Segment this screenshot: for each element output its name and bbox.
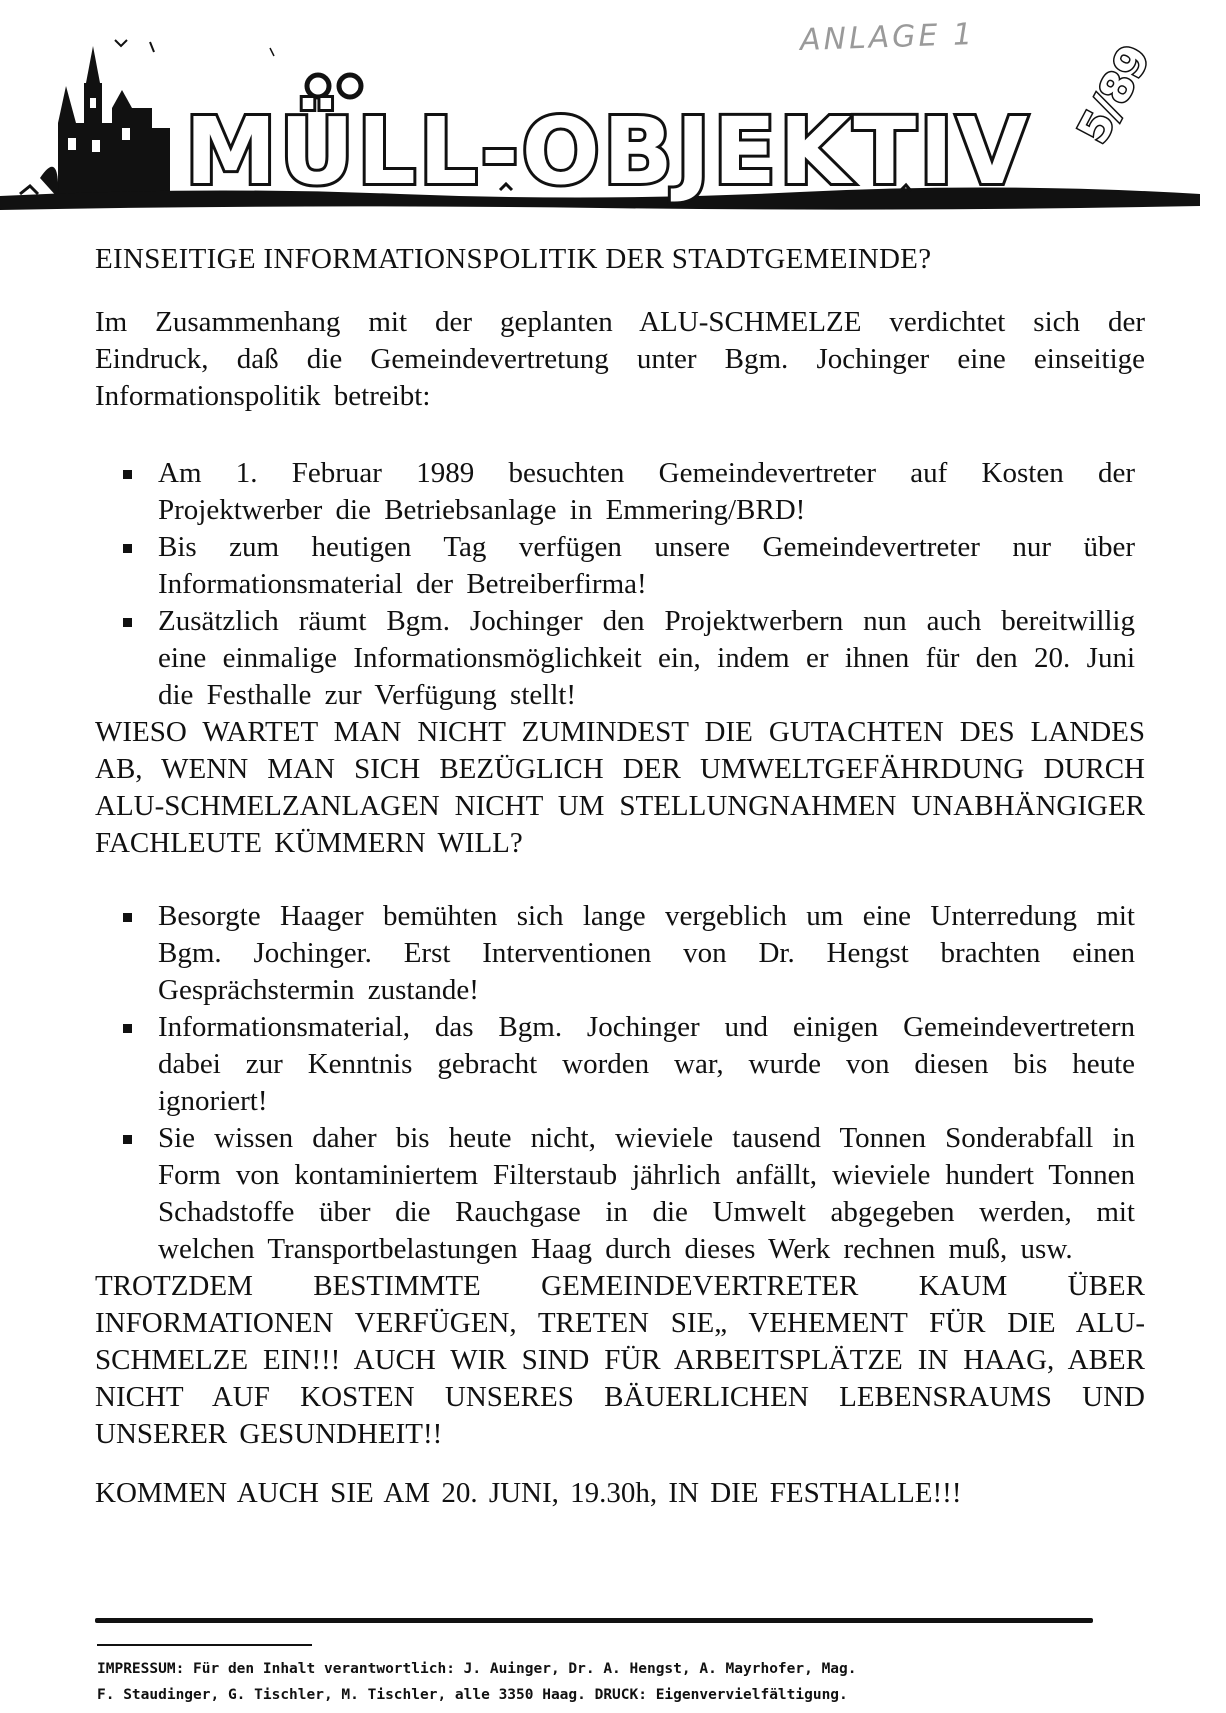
headline: EINSEITIGE INFORMATIONSPOLITIK DER STADTGEMEINDE? <box>95 243 932 275</box>
impressum-line: IMPRESSUM: Für den Inhalt verantwortlich: J. Auinger, Dr. A. Hengst, A. Mayrhofer, Mag. <box>97 1661 857 1677</box>
bullet-list-facts <box>95 455 1145 714</box>
list-item-text: Besorgte Haager bemühten sich lange vergeblich um eine Unterredung mit Bgm. Jochinger. Erst Interventionen von Dr. Hengst brachten einen Gesprächstermin zustande! <box>158 900 1135 1006</box>
list-item-text: Informationsmaterial, das Bgm. Jochinger und einigen Gemeindevertretern dabei zur Kenntnis gebracht worden war, wurde von diesen bis heute ignoriert! <box>158 1011 1135 1117</box>
list-item-text: Bis zum heutigen Tag verfügen unsere Gemeindevertreter nur über Informationsmaterial der Betreiberfirma! <box>158 531 1135 600</box>
list-item <box>95 455 1135 529</box>
bullet-list-grievances <box>95 898 1145 1268</box>
impressum-divider <box>97 1644 312 1646</box>
bullet-square-icon <box>123 913 132 922</box>
bullet-square-icon <box>123 544 132 553</box>
list-item <box>95 1009 1135 1120</box>
list-item-text: Zusätzlich räumt Bgm. Jochinger den Projektwerbern nun auch bereitwillig eine einmalige Informationsmöglichkeit ein, indem er ihnen für den 20. Juni die Festhalle zur Verfügung stellt! <box>158 605 1135 711</box>
call-to-action-underline <box>95 1618 1093 1623</box>
bullet-square-icon <box>123 470 132 479</box>
list-item <box>95 1120 1135 1268</box>
impressum <box>97 1656 1117 1708</box>
list-item-text: Sie wissen daher bis heute nicht, wieviele tausend Tonnen Sonderabfall in Form von kontaminiertem Filterstaub jährlich anfällt, wieviele hundert Tonnen Schadstoffe über die Rauchgase in die Umwelt abgegeben werden, mit welchen Transportbelastungen Haag durch dieses Werk rechnen muß, usw. <box>158 1122 1135 1265</box>
masthead-title: MÜLL-OBJEKTIV <box>185 98 1031 205</box>
bullet-square-icon <box>123 1024 132 1033</box>
list-item-text: Am 1. Februar 1989 besuchten Gemeindevertreter auf Kosten der Projektwerber die Betriebsanlage in Emmering/BRD! <box>158 457 1135 526</box>
closing-paragraph: TROTZDEM BESTIMMTE GEMEINDEVERTRETER KAUM ÜBER INFORMATIONEN VERFÜGEN, TRETEN SIE„ VEHEMENT FÜR DIE ALU-SCHMELZE EIN!!! AUCH WIR SIND FÜR ARBEITSPLÄTZE IN HAAG, ABER NICHT AUF KOSTEN UNSERES BÄUERLICHEN LEBENSRAUMS UND UNSERER GESUNDHEIT!! <box>95 1270 1145 1450</box>
issue-number: 5/89 <box>1068 37 1160 152</box>
intro-paragraph: Im Zusammenhang mit der geplanten ALU-SCHMELZE verdichtet sich der Eindruck, daß die Gemeindevertretung unter Bgm. Jochinger eine einseitige Informationspolitik betreibt: <box>95 306 1145 412</box>
article <box>95 243 1145 1512</box>
masthead <box>0 28 1226 223</box>
list-item <box>95 603 1135 714</box>
list-item <box>95 529 1135 603</box>
bullet-square-icon <box>123 618 132 627</box>
bullet-square-icon <box>123 1135 132 1144</box>
list-item <box>95 898 1135 1009</box>
call-to-action: KOMMEN AUCH SIE AM 20. JUNI, 19.30h, IN DIE FESTHALLE!!! <box>95 1477 962 1509</box>
impressum-line: F. Staudinger, G. Tischler, M. Tischler, alle 3350 Haag. DRUCK: Eigenvervielfältigung. <box>97 1687 848 1703</box>
handwritten-annotation: ANLAGE 1 <box>799 16 976 59</box>
question-paragraph: WIESO WARTET MAN NICHT ZUMINDEST DIE GUTACHTEN DES LANDES AB, WENN MAN SICH BEZÜGLICH DER UMWELTGEFÄHRDUNG DURCH ALU-SCHMELZANLAGEN NICHT UM STELLUNGNAHMEN UNABHÄNGIGER FACHLEUTE KÜMMERN WILL? <box>95 716 1145 859</box>
